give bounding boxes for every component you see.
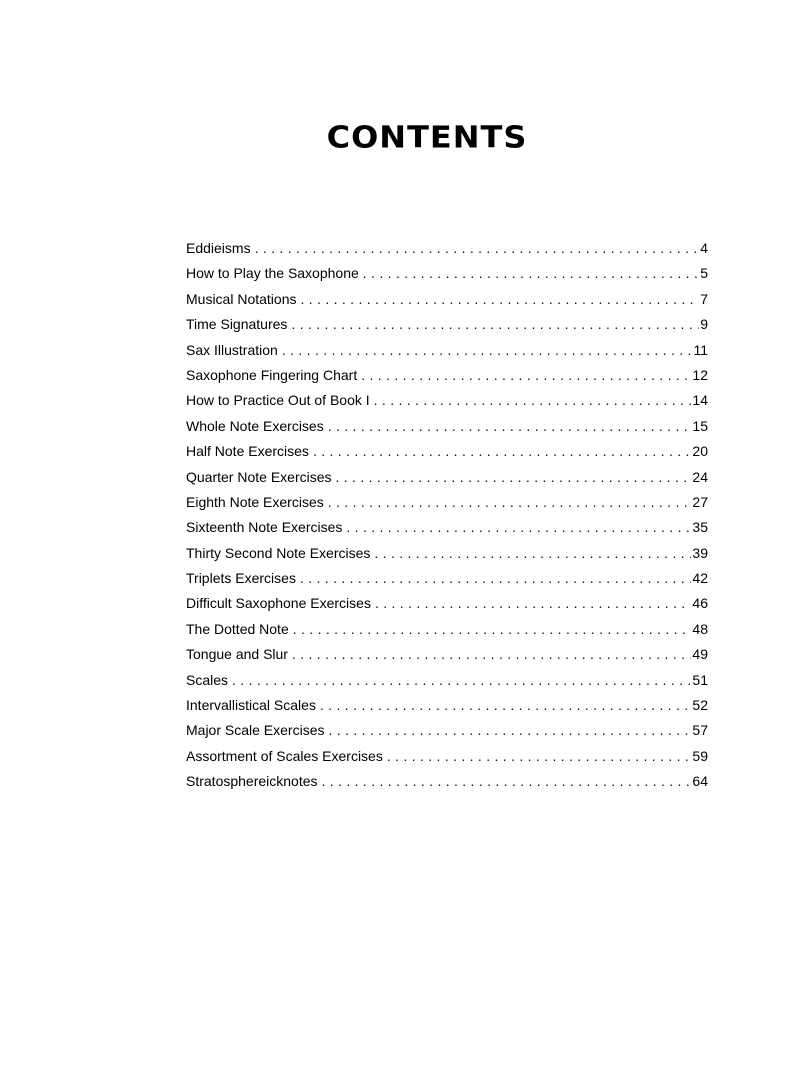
toc-entry [186, 338, 708, 363]
toc-entry-page: 46 [692, 595, 708, 612]
toc-entry-page: 14 [692, 392, 708, 409]
toc-entry-page: 20 [692, 443, 708, 460]
toc-entry-label: Sax Illustration [186, 341, 278, 358]
toc-entry-page: 64 [692, 773, 708, 790]
toc-entry-label: Scales [186, 671, 229, 688]
table-of-contents [186, 236, 708, 795]
dot-leader [328, 490, 692, 515]
toc-entry [186, 668, 708, 693]
toc-entry-label: Time Signatures [186, 316, 288, 333]
page-title: CONTENTS [326, 118, 528, 156]
dot-leader [387, 744, 692, 769]
dot-leader [293, 617, 692, 642]
dot-leader [291, 312, 699, 337]
toc-entry-page: 27 [692, 493, 708, 510]
toc-entry-page: 49 [692, 646, 708, 663]
toc-entry [186, 693, 708, 718]
dot-leader [375, 591, 691, 616]
dot-leader [301, 287, 700, 312]
toc-entry-page: 48 [692, 620, 708, 637]
toc-entry-label: Musical Notations [186, 290, 297, 307]
toc-entry [186, 312, 708, 337]
dot-leader [282, 338, 693, 363]
toc-entry-page: 35 [692, 519, 708, 536]
dot-leader [374, 541, 691, 566]
toc-entry [186, 465, 708, 490]
dot-leader [363, 261, 699, 286]
toc-entry-label: Saxophone Fingering Chart [186, 366, 358, 383]
toc-entry-label: How to Play the Saxophone [186, 265, 359, 282]
toc-entry [186, 236, 708, 261]
toc-entry-label: Tongue and Slur [186, 646, 288, 663]
dot-leader [336, 465, 692, 490]
dot-leader [322, 769, 692, 794]
toc-entry-label: Thirty Second Note Exercises [186, 544, 371, 561]
dot-leader [374, 388, 692, 413]
toc-entry [186, 490, 708, 515]
dot-leader [361, 363, 691, 388]
toc-entry [186, 439, 708, 464]
dot-leader [320, 693, 691, 718]
toc-entry-page: 11 [693, 341, 708, 358]
toc-entry [186, 515, 708, 540]
toc-entry [186, 287, 708, 312]
toc-entry-page: 15 [692, 417, 708, 434]
dot-leader [313, 439, 691, 464]
toc-entry-label: Major Scale Exercises [186, 722, 325, 739]
dot-leader [300, 566, 691, 591]
dot-leader [292, 642, 691, 667]
toc-entry-page: 9 [700, 316, 708, 333]
toc-entry-label: Difficult Saxophone Exercises [186, 595, 371, 612]
toc-entry-label: Eddieisms [186, 240, 251, 256]
toc-entry-page: 39 [692, 544, 708, 561]
toc-entry [186, 261, 708, 286]
toc-entry [186, 363, 708, 388]
toc-entry-label: Stratosphereicknotes [186, 773, 318, 790]
toc-entry-label: The Dotted Note [186, 620, 289, 637]
toc-entry-label: Quarter Note Exercises [186, 468, 332, 485]
toc-entry-page: 7 [700, 290, 708, 307]
toc-entry-page: 42 [692, 570, 708, 587]
toc-entry [186, 541, 708, 566]
toc-entry [186, 414, 708, 439]
toc-entry [186, 566, 708, 591]
toc-entry-page: 5 [700, 265, 708, 282]
toc-entry-label: Half Note Exercises [186, 443, 309, 460]
toc-entry-label: Triplets Exercises [186, 570, 296, 587]
toc-entry-page: 59 [692, 747, 708, 764]
dot-leader [255, 236, 700, 261]
toc-entry-label: Sixteenth Note Exercises [186, 519, 343, 536]
toc-entry [186, 642, 708, 667]
toc-entry [186, 769, 708, 794]
dot-leader [232, 668, 691, 693]
toc-entry-page: 57 [692, 722, 708, 739]
toc-entry-label: Intervallistical Scales [186, 697, 316, 714]
toc-entry [186, 718, 708, 743]
dot-leader [329, 718, 692, 743]
toc-entry-label: Whole Note Exercises [186, 417, 324, 434]
toc-entry [186, 617, 708, 642]
dot-leader [346, 515, 691, 540]
toc-entry-page: 24 [692, 468, 708, 485]
dot-leader [328, 414, 692, 439]
toc-entry-page: 52 [692, 697, 708, 714]
toc-entry-page: 4 [700, 240, 708, 256]
toc-entry-page: 12 [692, 366, 708, 383]
toc-entry [186, 388, 708, 413]
toc-entry-page: 51 [692, 671, 708, 688]
toc-entry-label: Assortment of Scales Exercises [186, 747, 383, 764]
toc-entry-label: Eighth Note Exercises [186, 493, 324, 510]
toc-entry-label: How to Practice Out of Book I [186, 392, 370, 409]
toc-entry [186, 591, 708, 616]
toc-entry [186, 744, 708, 769]
